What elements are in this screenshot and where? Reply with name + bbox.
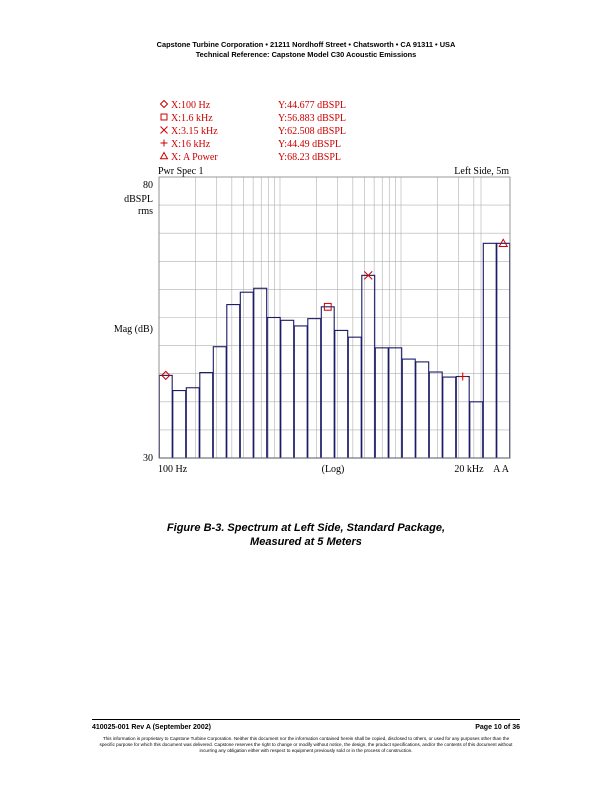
y-unit-label: dBSPL: [124, 194, 153, 205]
spectrum-bar: [497, 243, 510, 458]
chart-right-title: Left Side, 5m: [454, 166, 509, 177]
y-unit-label-rms: rms: [138, 206, 153, 217]
spectrum-bar: [281, 320, 294, 458]
legend-diamond-icon: [161, 101, 168, 108]
footer-divider: [92, 719, 520, 720]
page-header-address: Capstone Turbine Corporation • 21211 Nordhoff Street • Chatsworth • CA 91311 • USA: [156, 40, 456, 49]
proprietary-notice: This information is proprietary to Capstone Turbine Corporation. Neither this document nor the information contained herein shall be copied, disclosed to others, or used for any purposes other than the specific purpose for which this document was delivered. Capstone reserves the right to change or modify without notice, the design, the product specifications, and/or the contents of this document without incurring any obligation either with respect to equipment previously sold or in the process of construction.: [99, 736, 513, 753]
spectrum-bar: [416, 362, 429, 458]
spectrum-bar: [213, 347, 226, 458]
x-right-label: 20 kHz: [454, 464, 484, 475]
spectrum-bar: [429, 372, 442, 458]
legend-marker-x-value: X:16 kHz: [171, 139, 211, 150]
spectrum-bar: [240, 292, 253, 458]
x-left-label: 100 Hz: [158, 464, 188, 475]
legend-marker-x-value: X: A Power: [171, 152, 218, 163]
x-end-label: A A: [493, 464, 509, 475]
legend-marker-y-value: Y:44.677 dBSPL: [278, 100, 346, 111]
figure-caption: [0, 521, 612, 549]
chart-bars: [159, 243, 509, 458]
spectrum-bar: [159, 375, 172, 458]
legend-square-icon: [161, 114, 167, 120]
spectrum-bar: [362, 275, 375, 458]
legend-marker-x-value: X:3.15 kHz: [171, 126, 218, 137]
legend-marker-x-value: X:100 Hz: [171, 100, 211, 111]
spectrum-bar: [335, 330, 348, 458]
spectrum-bar: [173, 391, 186, 458]
spectrum-bar: [375, 348, 388, 458]
page-header-title: Technical Reference: Capstone Model C30 Acoustic Emissions: [195, 50, 417, 59]
x-center-label: (Log): [321, 464, 345, 475]
spectrum-bar: [200, 373, 213, 458]
legend-plus-icon: [161, 140, 168, 147]
spectrum-bar: [348, 337, 361, 458]
page-number: Page 10 of 36: [475, 724, 520, 731]
legend-marker-x-value: X:1.6 kHz: [171, 113, 213, 124]
spectrum-bar: [483, 243, 496, 458]
legend-triangle-icon: [161, 153, 168, 159]
spectrum-bar: [227, 305, 240, 458]
spectrum-bar: [308, 319, 321, 458]
spectrum-bar: [443, 377, 456, 458]
chart-left-title: Pwr Spec 1: [158, 166, 204, 177]
spectrum-bar: [321, 307, 334, 458]
legend-marker-y-value: Y:62.508 dBSPL: [278, 126, 346, 137]
caption-line-1: Figure B-3. Spectrum at Left Side, Standard Package,: [166, 522, 446, 534]
legend-marker-y-value: Y:68.23 dBSPL: [278, 152, 341, 163]
spectrum-bar: [267, 318, 280, 459]
y-top-tick-label: 80: [143, 180, 153, 191]
legend-marker-y-value: Y:44.49 dBSPL: [278, 139, 341, 150]
spectrum-bar: [186, 388, 199, 458]
document-number: 410025-001 Rev A (September 2002): [92, 724, 211, 731]
y-axis-label: Mag (dB): [113, 324, 153, 335]
spectrum-bar: [254, 288, 267, 458]
caption-line-2: Measured at 5 Meters: [250, 536, 362, 548]
legend-marker-y-value: Y:56.883 dBSPL: [278, 113, 346, 124]
spectrum-bar: [456, 377, 469, 458]
y-bottom-tick-label: 30: [143, 453, 153, 464]
legend-cross-icon: [161, 127, 168, 134]
marker-legend: [161, 100, 346, 163]
